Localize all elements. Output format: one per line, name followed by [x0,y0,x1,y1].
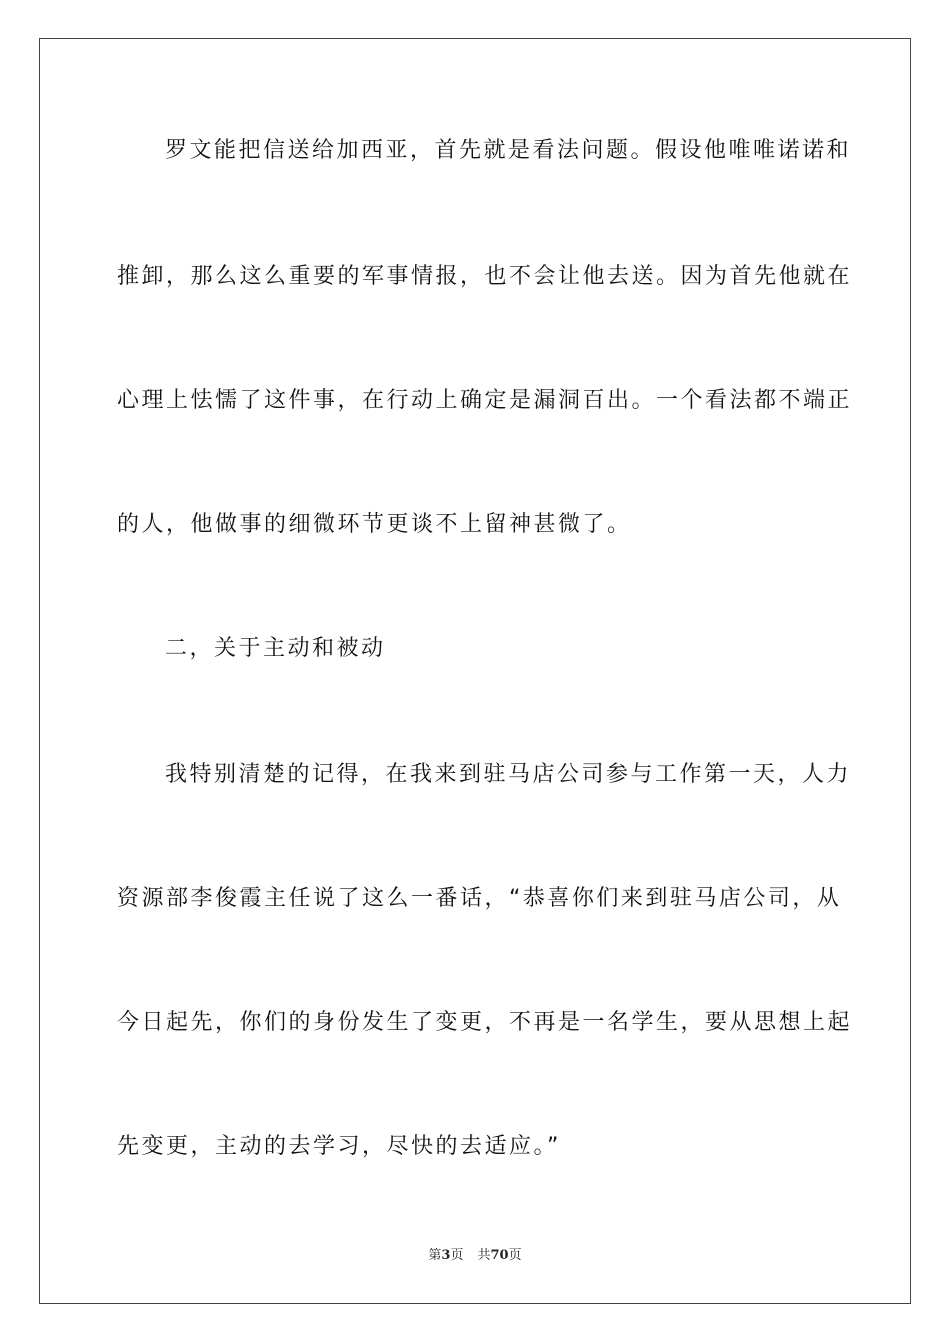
footer-total-prefix: 共 [477,1248,491,1263]
page-footer [0,1247,950,1265]
footer-total-pages: 70 [490,1248,509,1263]
paragraph-2-line-1: 我特别清楚的记得，在我来到驻马店公司参与工作第一天，人力 [165,762,852,787]
footer-page-prefix: 第 [428,1248,442,1263]
paragraph-1-line-3: 心理上怯懦了这件事，在行动上确定是漏洞百出。一个看法都不端正 [117,388,853,413]
footer-total-suffix: 页 [508,1248,522,1263]
footer-page-number: 3 [441,1248,451,1263]
footer-page-suffix: 页 [450,1248,464,1263]
paragraph-2-line-3: 今日起先，你们的身份发生了变更，不再是一名学生，要从思想上起 [117,1010,853,1035]
paragraph-1-line-2: 推卸，那么这么重要的军事情报，也不会让他去送。因为首先他就在 [117,264,853,289]
paragraph-2-line-4: 先变更，主动的去学习，尽快的去适应。” [117,1134,561,1159]
page-frame [39,38,911,1304]
paragraph-1-line-1: 罗文能把信送给加西亚，首先就是看法问题。假设他唯唯诺诺和 [165,138,852,163]
paragraph-2-line-2: 资源部李俊霞主任说了这么一番话，“恭喜你们来到驻马店公司，从 [117,886,842,911]
section-heading: 二，关于主动和被动 [165,636,386,661]
paragraph-1-line-4: 的人，他做事的细微环节更谈不上留神甚微了。 [117,512,632,537]
